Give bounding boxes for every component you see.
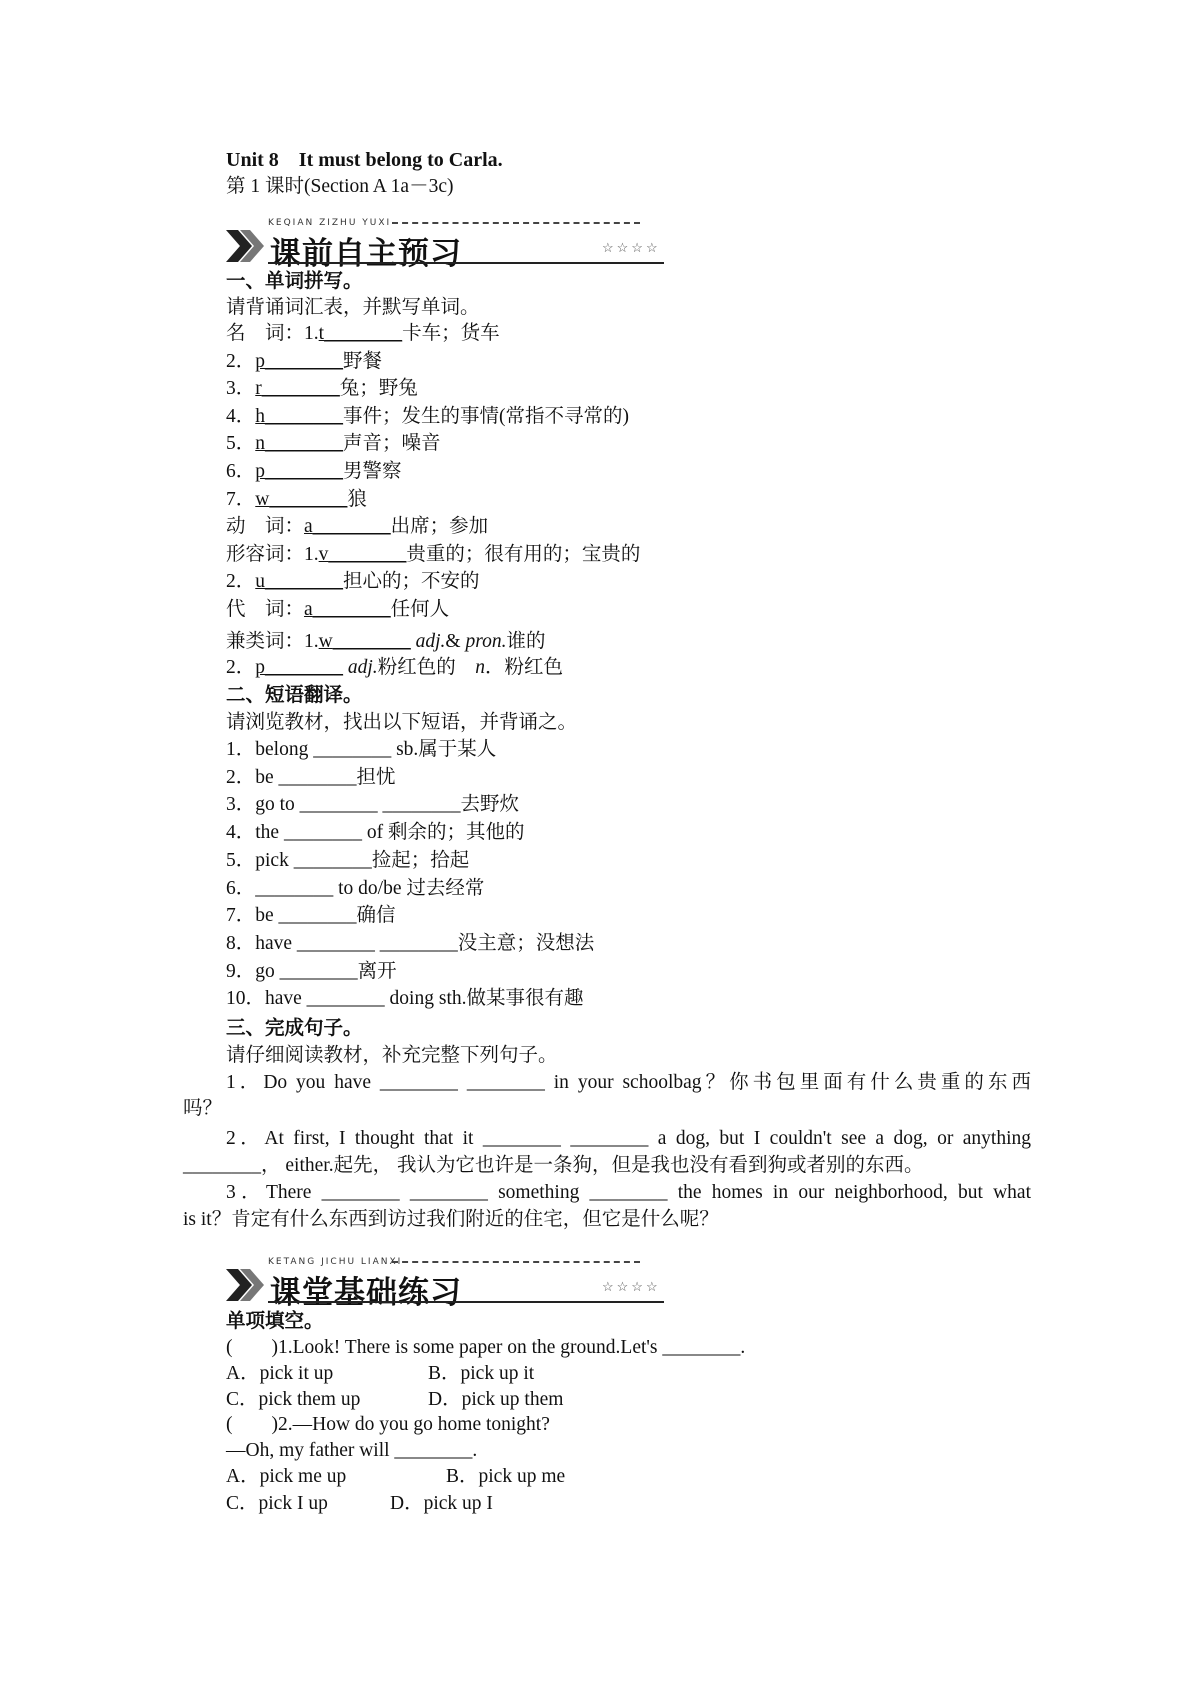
blank-line[interactable]: h________ xyxy=(255,405,344,427)
blank-line[interactable]: u________ xyxy=(255,571,344,593)
part2-heading: 二、短语翻译。 xyxy=(226,685,363,706)
blank-line[interactable]: p________ xyxy=(255,350,344,372)
blank-line[interactable]: w________ xyxy=(318,631,411,652)
option-d[interactable]: D．pick up I xyxy=(390,1493,493,1514)
unit-title: Unit 8 It must belong to Carla. xyxy=(226,149,503,171)
lesson-subtitle: 第 1 课时(Section A 1a－3c) xyxy=(226,176,454,197)
word-item: 2．p________野餐 xyxy=(226,350,383,372)
sentence-line: 吗？ xyxy=(183,1098,223,1119)
option-c[interactable]: C．pick them up xyxy=(226,1389,361,1410)
section-banner-practice xyxy=(224,1257,674,1309)
word-item: 名 词：1.t________卡车；货车 xyxy=(226,323,500,344)
sentence-line: ________， either.起先， 我认为它也许是一条狗，但是我也没有看到狗或者别的东西。 xyxy=(183,1155,924,1176)
word-item: 5．n________声音；噪音 xyxy=(226,433,441,455)
banner-title: 课前自主预习 xyxy=(270,236,462,272)
phrase-item: 1．belong ________ sb.属于某人 xyxy=(226,739,497,760)
blank-line[interactable]: n________ xyxy=(255,433,344,455)
sentence-line: 1．Do you have ________ ________ in your schoolbag？你书包里面有什么贵重的东西 xyxy=(226,1072,1031,1093)
banner-dashes xyxy=(392,222,640,224)
phrase-item: 5．pick ________捡起；拾起 xyxy=(226,849,470,871)
blank-line[interactable]: p________ xyxy=(255,657,344,678)
sentence-line: 2．At first, I thought that it ________ ________ a dog, but I couldn't see a dog, or anything xyxy=(226,1128,1031,1149)
difficulty-stars: ☆☆☆☆ xyxy=(602,240,661,255)
part1-instruction: 请背诵词汇表，并默写单词。 xyxy=(226,297,480,318)
banner-pinyin: KETANG JICHU LIANXI xyxy=(268,1257,403,1267)
word-item: 7．w________狼 xyxy=(226,488,367,510)
banner-underline xyxy=(268,1301,664,1303)
option-d[interactable]: D．pick up them xyxy=(428,1389,564,1410)
phrase-item: 8．have ________ ________没主意；没想法 xyxy=(226,932,595,954)
phrase-item: 2．be ________担忧 xyxy=(226,766,396,788)
blank-line[interactable]: p________ xyxy=(255,461,344,482)
option-a[interactable]: A．pick me up xyxy=(226,1466,347,1487)
banner-pinyin: KEQIAN ZIZHU YUXI xyxy=(268,218,392,228)
blank-line[interactable]: v________ xyxy=(318,543,407,565)
blank-line[interactable]: w________ xyxy=(255,488,348,510)
blank-line[interactable]: t________ xyxy=(318,323,403,344)
question-1: ( )1.Look! There is some paper on the ground.Let's ________. xyxy=(226,1337,746,1358)
word-item: 4．h________事件；发生的事情(常指不寻常的) xyxy=(226,405,630,427)
option-c[interactable]: C．pick I up xyxy=(226,1493,328,1514)
option-a[interactable]: A．pick it up xyxy=(226,1363,334,1384)
word-item: 2．u________担心的；不安的 xyxy=(226,571,480,593)
phrase-item: 3．go to ________ ________去野炊 xyxy=(226,794,520,816)
part3-heading: 三、完成句子。 xyxy=(226,1018,363,1039)
word-item: 3．r________兔；野兔 xyxy=(226,378,418,400)
phrase-item: 7．be ________确信 xyxy=(226,905,396,927)
part3-instruction: 请仔细阅读教材，补充完整下列句子。 xyxy=(226,1045,558,1066)
word-item: 2．p________ adj.粉红色的 n．粉红色 xyxy=(226,657,563,678)
blank-line[interactable]: a________ xyxy=(304,516,391,538)
blank-line[interactable]: a________ xyxy=(304,599,391,620)
practice-heading: 单项填空。 xyxy=(226,1311,324,1332)
word-item: 代 词：a________任何人 xyxy=(226,599,450,620)
difficulty-stars: ☆☆☆☆ xyxy=(602,1279,661,1294)
sentence-line: 3．There ________ ________ something ________ the homes in our neighborhood, but what xyxy=(226,1182,1031,1203)
phrase-item: 6．________ to do/be 过去经常 xyxy=(226,877,485,899)
part1-heading: 一、单词拼写。 xyxy=(226,271,363,292)
phrase-item: 9．go ________离开 xyxy=(226,960,397,982)
phrase-item: 10．have ________ doing sth.做某事很有趣 xyxy=(226,988,584,1010)
question-2: ( )2.—How do you go home tonight? xyxy=(226,1414,550,1435)
question-2-line2: —Oh, my father will ________. xyxy=(226,1440,478,1461)
phrase-item: 4．the ________ of 剩余的；其他的 xyxy=(226,822,525,844)
word-item: 兼类词：1.w________ adj.& pron.谁的 xyxy=(226,631,546,652)
chevron-icon xyxy=(224,1267,268,1303)
chevron-icon xyxy=(224,228,268,264)
word-item: 动 词：a________出席；参加 xyxy=(226,516,489,538)
section-banner-preview xyxy=(224,218,674,270)
banner-underline xyxy=(268,262,664,264)
word-item: 形容词：1.v________贵重的；很有用的；宝贵的 xyxy=(226,543,641,565)
part2-instruction: 请浏览教材，找出以下短语，并背诵之。 xyxy=(226,712,578,733)
sentence-line: is it？肯定有什么东西到访过我们附近的住宅，但它是什么呢？ xyxy=(183,1209,719,1230)
banner-title: 课堂基础练习 xyxy=(270,1275,462,1311)
banner-dashes xyxy=(392,1261,640,1263)
blank-line[interactable]: r________ xyxy=(255,378,340,400)
option-b[interactable]: B．pick up it xyxy=(428,1363,535,1384)
option-b[interactable]: B．pick up me xyxy=(446,1466,566,1487)
word-item: 6．p________男警察 xyxy=(226,461,402,482)
